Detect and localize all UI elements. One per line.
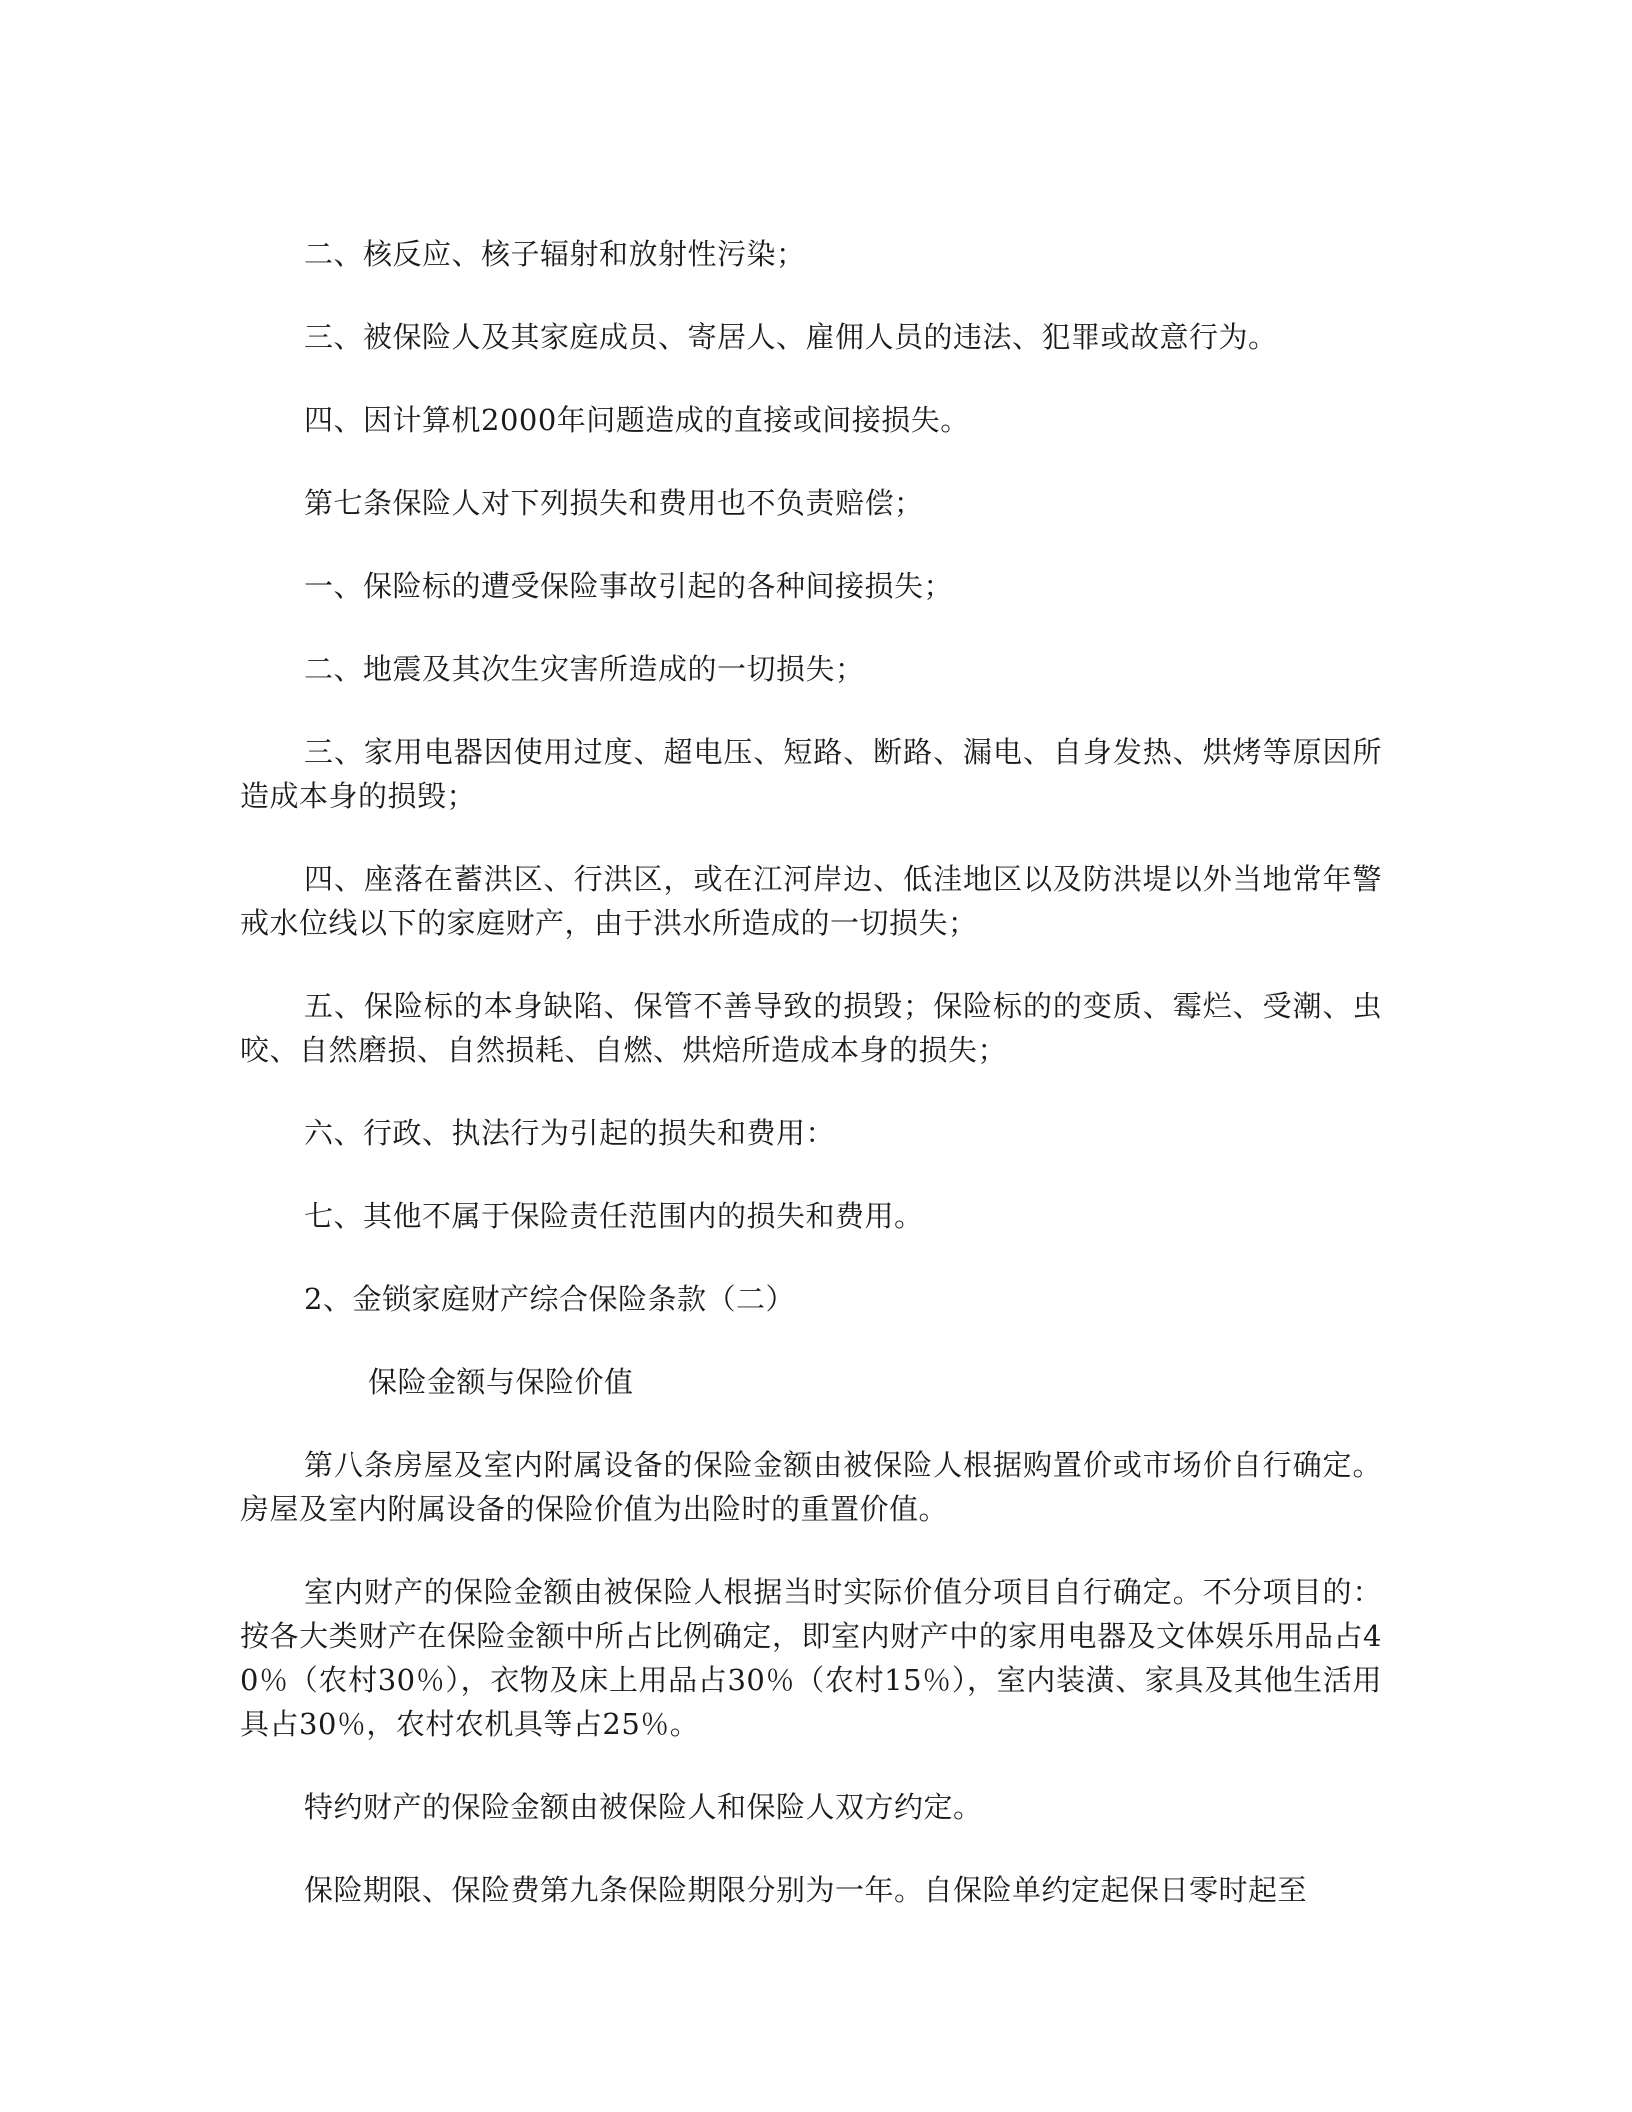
paragraph-article-9: 保险期限、保险费第九条保险期限分别为一年。自保险单约定起保日零时起至 [304,1873,1308,1907]
section-title-clause-2: 2、金锁家庭财产综合保险条款（二） [304,1282,795,1316]
paragraph-exclusion-illegal-acts: 三、被保险人及其家庭成员、寄居人、雇佣人员的违法、犯罪或故意行为。 [304,320,1278,354]
paragraph-flood-zone: 四、座落在蓄洪区、行洪区，或在江河岸边、低洼地区以及防洪堤以外当地常年警戒水位线以下的家庭财产，由于洪水所造成的一切损失； [240,862,1382,940]
section-heading-insured-amount: 保险金额与保险价值 [368,1365,634,1399]
paragraph-indoor-property: 室内财产的保险金额由被保险人根据当时实际价值分项目自行确定。不分项目的：按各大类财产在保险金额中所占比例确定，即室内财产中的家用电器及文体娱乐用品占40％（农村30％），衣物及床上用品占30％（农村15％），室内装潢、家具及其他生活用具占30％，农村农机具等占25％。 [240,1575,1382,1741]
paragraph-defects: 五、保险标的本身缺陷、保管不善导致的损毁；保险标的的变质、霉烂、受潮、虫咬、自然磨损、自然损耗、自燃、烘焙所造成本身的损失； [240,989,1382,1067]
paragraph-indirect-loss: 一、保险标的遭受保险事故引起的各种间接损失； [304,569,954,603]
paragraph-exclusion-nuclear: 二、核反应、核子辐射和放射性污染； [304,237,806,271]
paragraph-article-7: 第七条保险人对下列损失和费用也不负责赔偿； [304,486,924,520]
paragraph-other-losses: 七、其他不属于保险责任范围内的损失和费用。 [304,1199,924,1233]
paragraph-special-property: 特约财产的保险金额由被保险人和保险人双方约定。 [304,1790,983,1824]
paragraph-article-8: 第八条房屋及室内附属设备的保险金额由被保险人根据购置价或市场价自行确定。房屋及室内附属设备的保险价值为出险时的重置价值。 [240,1448,1382,1526]
paragraph-appliances: 三、家用电器因使用过度、超电压、短路、断路、漏电、自身发热、烘烤等原因所造成本身的损毁； [240,735,1382,813]
paragraph-exclusion-y2k: 四、因计算机2000年问题造成的直接或间接损失。 [304,403,970,437]
document-page [240,232,1382,1951]
paragraph-earthquake: 二、地震及其次生灾害所造成的一切损失； [304,652,865,686]
paragraph-administrative: 六、行政、执法行为引起的损失和费用： [304,1116,836,1150]
